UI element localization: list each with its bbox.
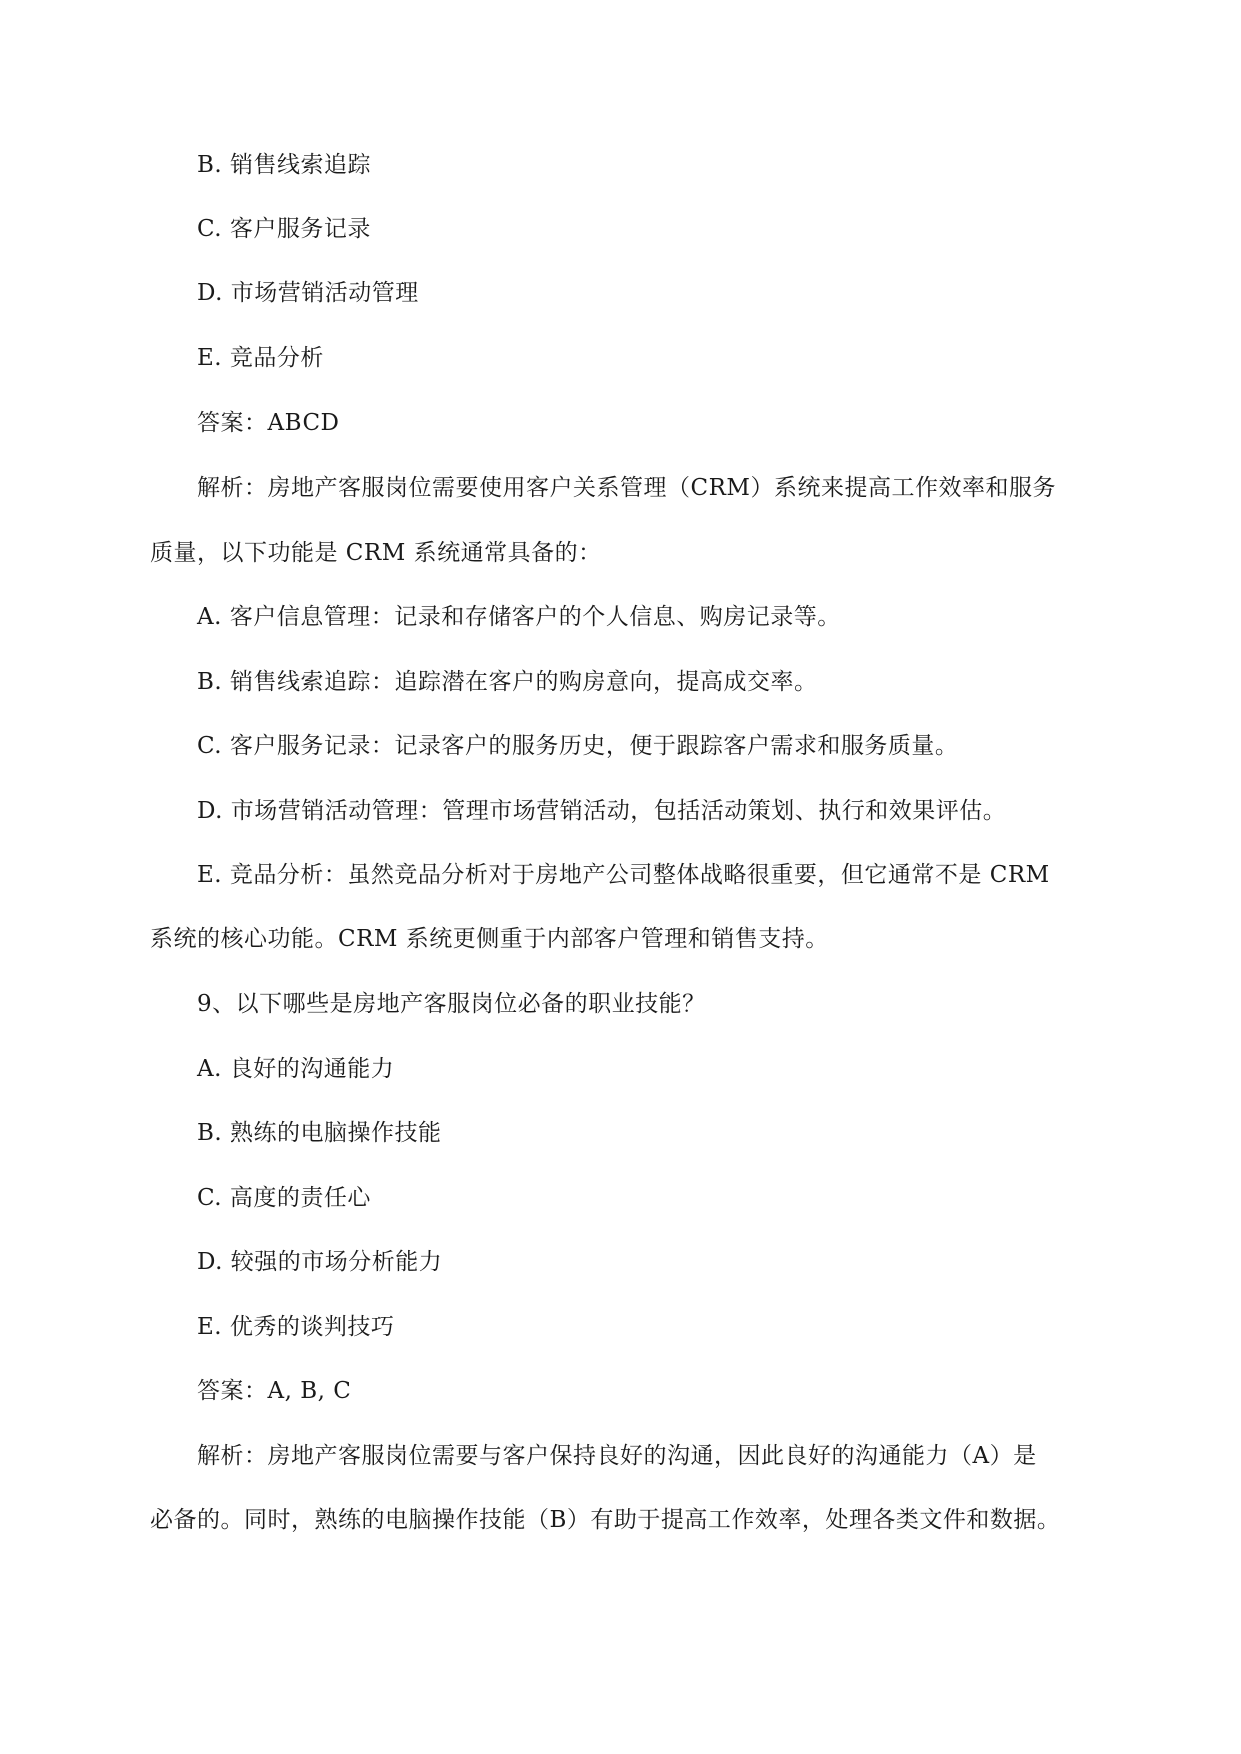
- q9-option-e: E. 优秀的谈判技巧: [197, 1314, 395, 1340]
- q9-option-d: D. 较强的市场分析能力: [197, 1249, 443, 1275]
- q8-analysis-line2: 质量，以下功能是 CRM 系统通常具备的：: [150, 540, 602, 566]
- q9-analysis-line1: 解析：房地产客服岗位需要与客户保持良好的沟通，因此良好的沟通能力（A）是: [197, 1443, 1037, 1469]
- q8-analysis-tail: 系统的核心功能。CRM 系统更侧重于内部客户管理和销售支持。: [150, 926, 829, 952]
- q8-analysis-item-d: D. 市场营销活动管理：管理市场营销活动，包括活动策划、执行和效果评估。: [197, 798, 1007, 824]
- q9-question: 9、以下哪些是房地产客服岗位必备的职业技能？: [197, 991, 706, 1017]
- q8-analysis-item-c: C. 客户服务记录：记录客户的服务历史，便于跟踪客户需求和服务质量。: [197, 733, 959, 759]
- q8-option-e: E. 竞品分析: [197, 345, 324, 371]
- q9-analysis-line2: 必备的。同时，熟练的电脑操作技能（B）有助于提高工作效率，处理各类文件和数据。: [150, 1507, 1061, 1533]
- q8-analysis-item-e: E. 竞品分析：虽然竞品分析对于房地产公司整体战略很重要，但它通常不是 CRM: [197, 862, 1050, 888]
- q8-analysis-item-a: A. 客户信息管理：记录和存储客户的个人信息、购房记录等。: [197, 604, 841, 630]
- q9-option-c: C. 高度的责任心: [197, 1185, 371, 1211]
- q8-option-c: C. 客户服务记录: [197, 216, 371, 242]
- q8-answer: 答案：ABCD: [197, 410, 340, 436]
- q8-analysis-item-b: B. 销售线索追踪：追踪潜在客户的购房意向，提高成交率。: [197, 669, 818, 695]
- q8-option-b: B. 销售线索追踪: [197, 152, 372, 178]
- q8-analysis-line1: 解析：房地产客服岗位需要使用客户关系管理（CRM）系统来提高工作效率和服务: [197, 475, 1056, 501]
- q9-option-a: A. 良好的沟通能力: [197, 1056, 395, 1082]
- q9-option-b: B. 熟练的电脑操作技能: [197, 1120, 442, 1146]
- q8-option-d: D. 市场营销活动管理: [197, 280, 419, 306]
- q9-answer: 答案：A, B, C: [197, 1378, 352, 1404]
